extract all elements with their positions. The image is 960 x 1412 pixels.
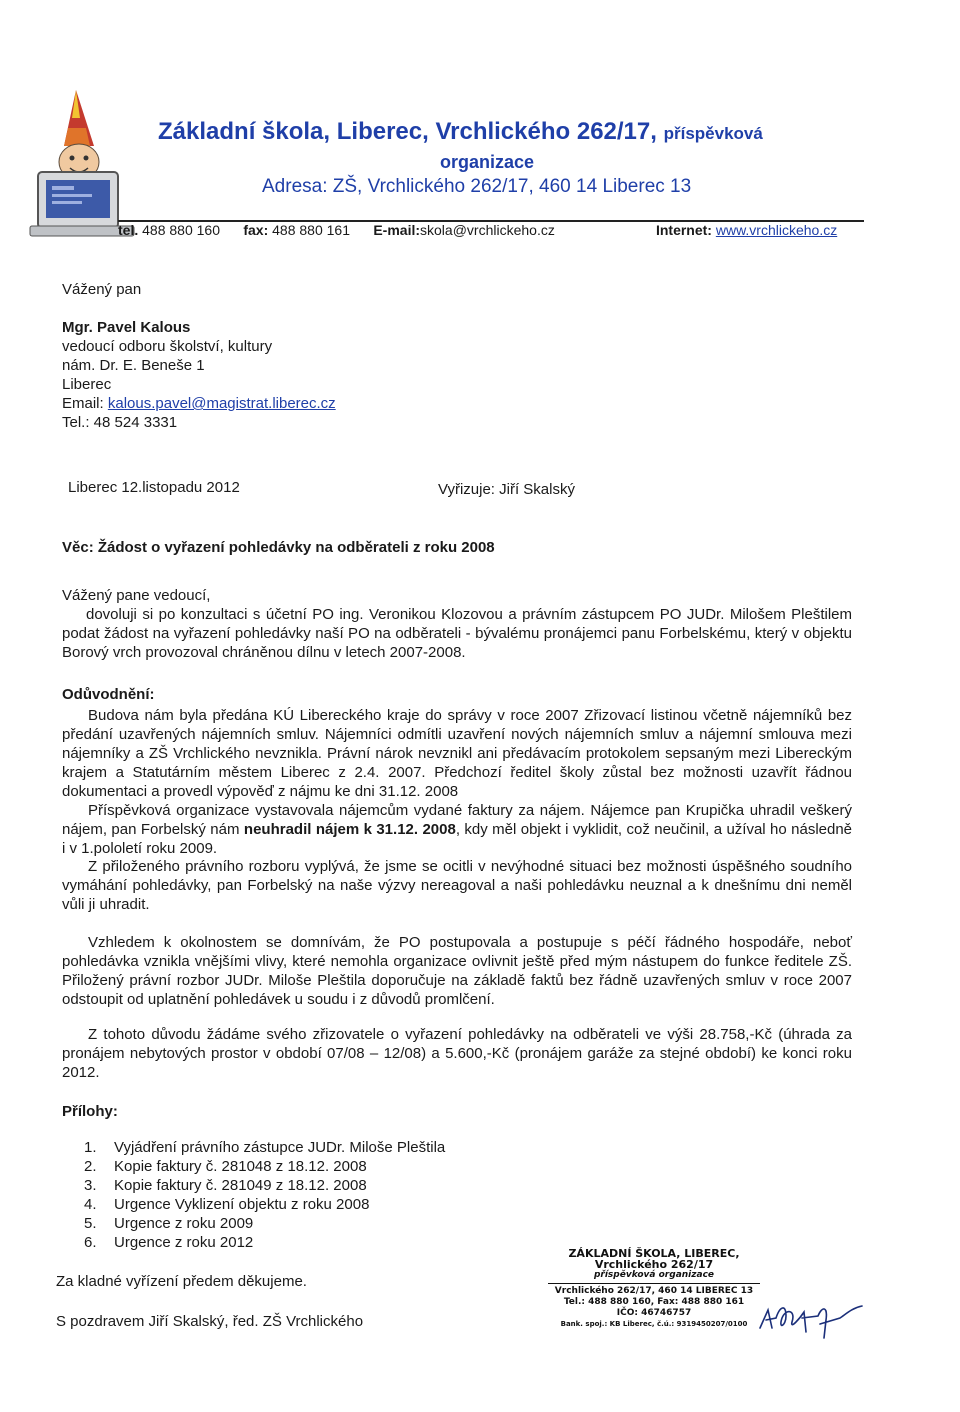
salutation: Vážený pane vedoucí, [62,587,211,604]
subject-line: Věc: Žádost o vyřazení pohledávky na odběrateli z roku 2008 [62,539,495,556]
greeting: Vážený pan [62,281,142,298]
list-item: 3. Kopie faktury č. 281049 z 18.12. 2008 [84,1177,367,1194]
list-item: 2. Kopie faktury č. 281048 z 18.12. 2008 [84,1158,367,1175]
school-address: Adresa: ZŠ, Vrchlického 262/17, 460 14 Liberec 13 [262,176,692,197]
list-item: 6. Urgence z roku 2012 [84,1234,254,1251]
request-paragraph: Z tohoto důvodu žádáme svého zřizovatele o vyřazení pohledávky na odběrateli ve výši 28.758,-Kč (úhrada za pronájem nebytových prostor v období 07/08 – 12/08) a 5.600,-Kč (pronájem garáže za stejné období) ke konci roku 2012. [62,1026,852,1081]
reason-paragraph-1: Budova nám byla předána KÚ Libereckého kraje do správy v roce 2007 Zřizovací listinou včetně nájemníků bez předání uzavřených nájemních smluv. Nájemníci odmítli uzavření nových nájemních smluv a nájemní smlouva mezi nájemníky a ZŠ Vrchlického nevznikla. Právní nárok nevznikl ani předávacím protokolem sepsaným mezi Libereckým krajem a Statutárním městem Liberec z 2.4. 2007. Předchozí ředitel školy zůstal bez možnosti uzavřít řádnou dokumentaci a provedl výpověď z nájmu ke dni 31.12. 2008 [62,707,852,800]
list-item: 5. Urgence z roku 2009 [84,1215,254,1232]
school-email[interactable]: skola@vrchlickeho.cz [420,222,555,238]
attachments-list [84,1138,445,1252]
school-name: Základní škola, Liberec, Vrchlického 262/17, příspěvková [158,118,763,145]
unpaid-highlight: neuhradil nájem k 31.12. 2008 [243,821,456,838]
recipient-name: Mgr. Pavel Kalous [62,319,191,336]
recipient-city: Liberec [62,376,112,393]
reason-heading: Odůvodnění: [62,686,155,703]
school-website-link[interactable]: www.vrchlickeho.cz [715,222,838,238]
list-item: 1. Vyjádření právního zástupce JUDr. Miloše Pleštila [84,1139,446,1156]
reason-paragraph-4: Vzhledem k okolnostem se domnívám, že PO postupovala a postupuje s péčí řádného hospodáře, neboť pohledávka vznikla vnějšími vlivy, které nemohla organizace ovlivnit ještě před mým nástupem do funkce ředitele ZŠ. Přiložený právní rozbor JUDr. Miloše Pleštila doporučuje na základě faktů bez řádně uzavřených smluv v roce 2007 odstoupit od uplatnění pohledávek u soudu i z důvodů promlčení. [62,934,852,1008]
attachments-heading: Přílohy: [62,1103,118,1120]
contact-line: tel. 488 880 160 fax: 488 880 161 E-mail:skola@vrchlickeho.cz Internet: www.vrchlickeho.cz [118,222,838,238]
school-stamp: ZÁKLADNÍ ŠKOLA, LIBEREC, Vrchlického 262/17 příspěvková organizace Vrchlického 262/17, 460 14 LIBEREC 13 Tel.: 488 880 160, Fax: 488 880 161 IČO: 46746757 Bank. spoj.: KB Liberec, č.ú.: 9319450207/0100 [548,1248,760,1330]
closing-thanks: Za kladné vyřízení předem děkujeme. [56,1273,307,1290]
recipient-role: vedoucí odboru školství, kultury [62,338,273,355]
closing-signoff: S pozdravem Jiří Skalský, řed. ZŠ Vrchlického [56,1313,364,1330]
school-logo [28,88,136,238]
letter-date: Liberec 12.listopadu 2012 [68,479,240,496]
school-name-line2: organizace [440,152,535,172]
recipient-email-link[interactable]: kalous.pavel@magistrat.liberec.cz [107,395,336,412]
reason-paragraph-3: Z přiloženého právního rozboru vyplývá, že jsme se ocitli v nevýhodné situaci bez možnosti úspěšného soudního vymáhání pohledávky, pan Forbelský na naše výzvy nereagoval a naši pohledávku neuznal a k dnešnímu dni neměl vůli ji uhradit. [62,858,852,913]
list-item: 4. Urgence Vyklizení objektu z roku 2008 [84,1196,370,1213]
recipient-email: Email: kalous.pavel@magistrat.liberec.cz [62,395,336,412]
handled-by: Vyřizuje: Jiří Skalský [438,481,575,498]
recipient-street: nám. Dr. E. Beneše 1 [62,357,205,374]
recipient-tel: Tel.: 48 524 3331 [62,414,178,431]
handwritten-signature [756,1288,866,1348]
intro-paragraph: dovoluji si po konzultaci s účetní PO ing. Veronikou Klozovou a právním zástupcem PO JUDr. Milošem Pleštilem podat žádost na vyřazení pohledávky naší PO na odběrateli - bývalému pronájemci panu Forbelskému, který v objektu Borový vrch provozoval chráněnou dílnu v letech 2007-2008. [62,606,852,661]
reason-paragraph-2: Příspěvková organizace vystavovala nájemcům vydané faktury za nájem. Nájemce pan Krupička uhradil veškerý nájem, pan Forbelský nám neuhradil nájem k 31.12. 2008, kdy měl objekt i vyklidit, což neučinil, a užíval ho následně i v 1.pololetí roku 2009. [62,802,853,857]
